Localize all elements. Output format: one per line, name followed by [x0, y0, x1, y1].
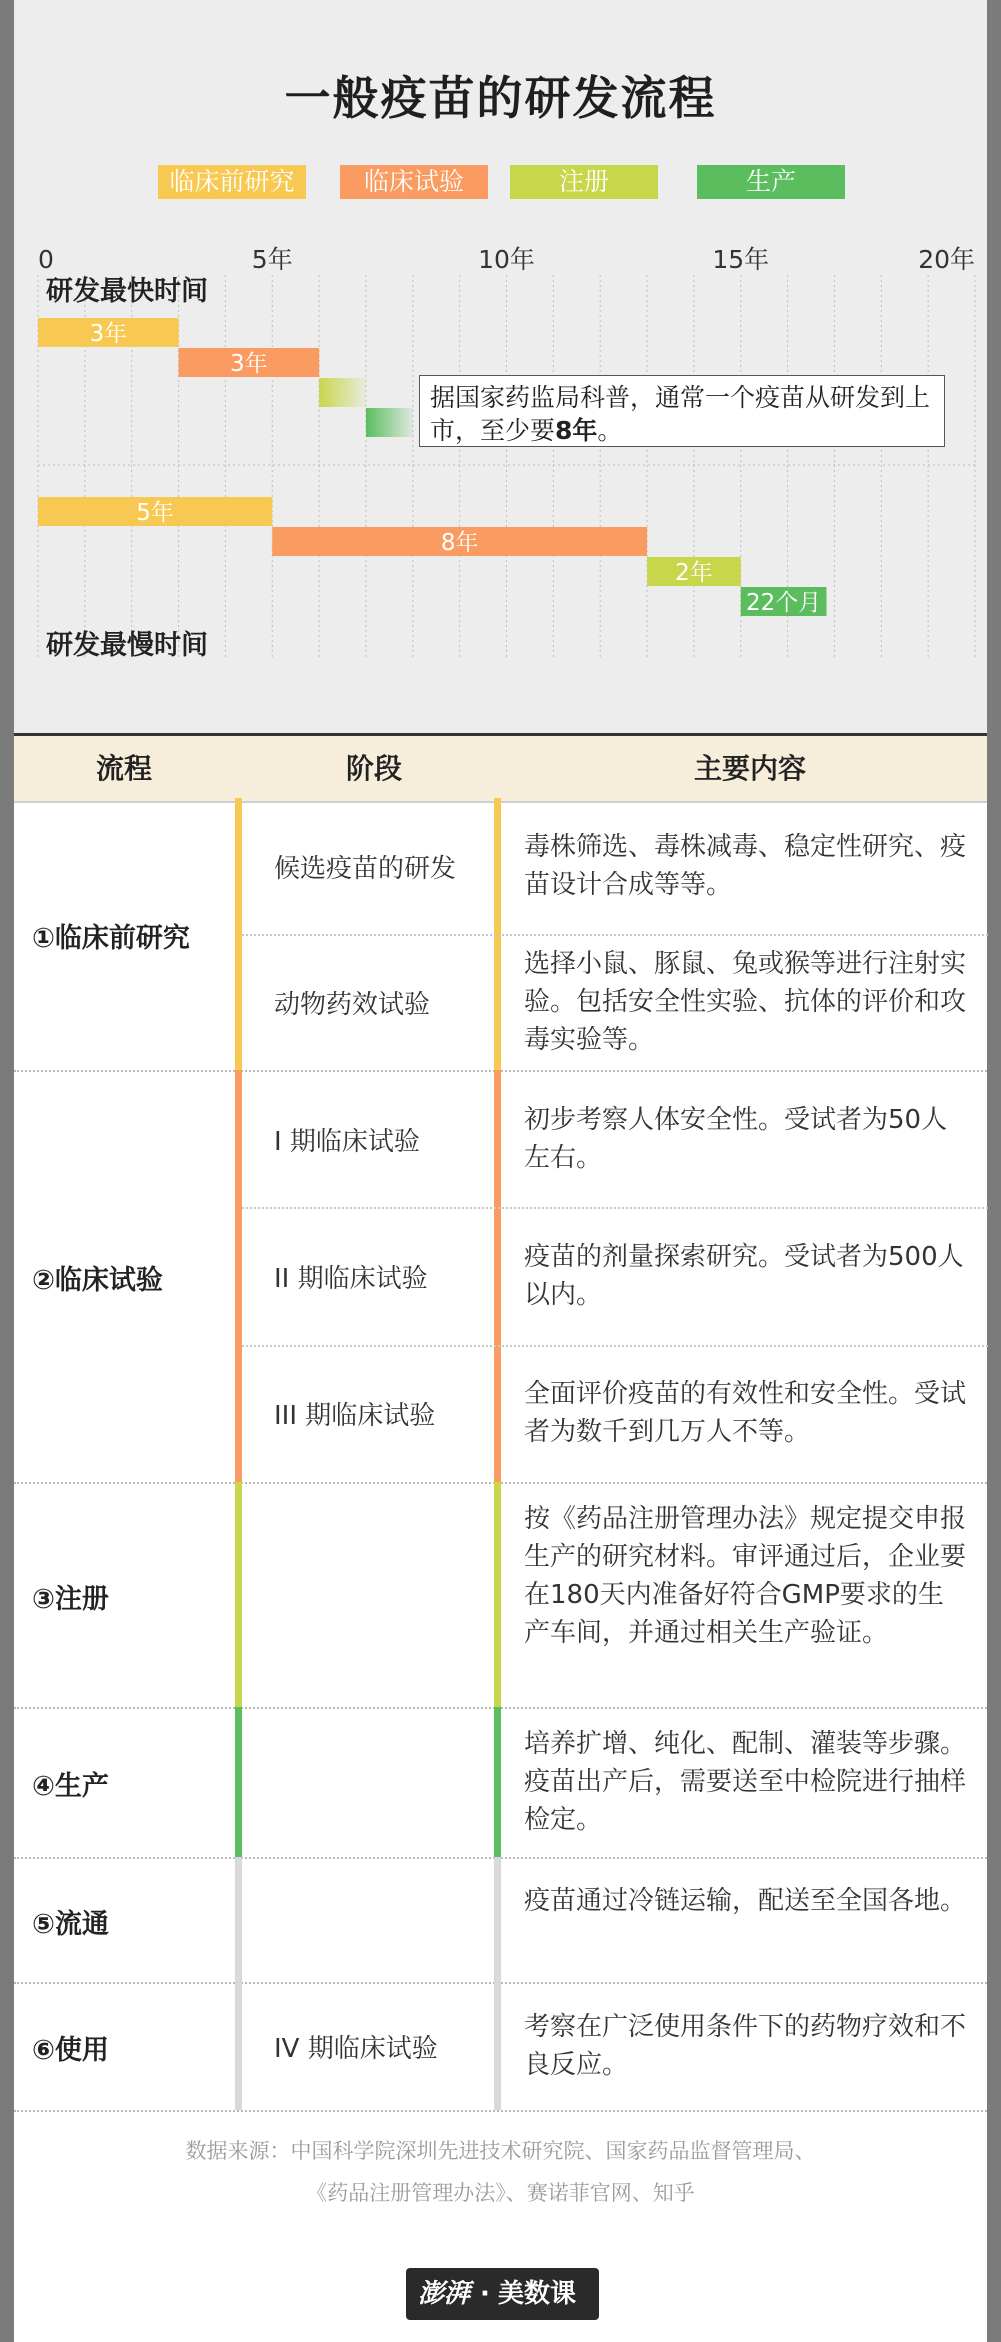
stage-color-bar — [235, 1482, 242, 1707]
process-name: ④生产 — [32, 1771, 109, 1802]
gantt-chart — [0, 0, 1001, 733]
content-text: 按《药品注册管理办法》规定提交申报生产的研究材料。审评通过后，企业要在180天内准备好符合GMP要求的生产车间，并通过相关生产验证。 — [524, 1503, 967, 1648]
source-note — [0, 2130, 1001, 2214]
page-title: 一般疫苗的研发流程 — [284, 71, 717, 125]
legend-item-clinical: 临床试验 — [340, 165, 488, 199]
bar-label: 5年 — [136, 500, 174, 526]
x-tick-label: 5年 — [251, 245, 293, 274]
content-color-bar — [494, 1070, 501, 1482]
bar-label: 22个月 — [745, 590, 822, 616]
stage-color-bar — [235, 1070, 242, 1482]
stage-color-bar — [235, 1857, 242, 1982]
x-tick-label: 15年 — [712, 245, 770, 274]
bar — [366, 408, 413, 437]
process-name: ⑥使用 — [32, 2035, 109, 2066]
bar-label: 3年 — [89, 321, 128, 347]
stage-name: III 期临床试验 — [274, 1401, 436, 1432]
header-stage: 阶段 — [345, 752, 402, 785]
bar — [319, 378, 366, 407]
content-color-bar — [494, 1982, 501, 2110]
stage-name: IV 期临床试验 — [274, 2034, 438, 2064]
bar-label: 3年 — [230, 351, 268, 377]
content-text: 疫苗通过冷链运输，配送至全国各地。 — [524, 1885, 967, 1916]
source-line-1: 数据来源：中国科学院深圳先进技术研究院、国家药品监督管理局、 — [185, 2139, 816, 2163]
legend-item-production: 生产 — [697, 165, 845, 199]
legend-item-registration: 注册 — [510, 165, 658, 199]
content-color-bar — [494, 1857, 501, 1982]
annotation-end: 。 — [597, 416, 623, 445]
legend-item-preclinical: 临床前研究 — [158, 165, 306, 199]
content-text: 选择小鼠、豚鼠、兔或猴等进行注射实验。包括安全性实验、抗体的评价和攻毒实验等。 — [524, 949, 967, 1055]
header-process: 流程 — [95, 752, 152, 785]
row-divider — [242, 1207, 988, 1209]
row-title: 研发最慢时间 — [46, 630, 208, 661]
content-text: 考察在广泛使用条件下的药物疗效和不良反应。 — [524, 2012, 967, 2080]
content-color-bar — [494, 1482, 501, 1707]
stage-color-bar — [235, 1982, 242, 2110]
stage-name: 候选疫苗的研发 — [274, 854, 457, 884]
annotation-bold: 8年 — [555, 416, 598, 445]
row-divider — [242, 934, 988, 936]
row-divider — [242, 1345, 988, 1347]
annotation-text: 据国家药监局科普，通常一个疫苗从研发到上市，至少要 — [430, 383, 931, 445]
source-line-2: 《药品注册管理办法》、赛诺菲官网、知乎 — [306, 2181, 695, 2205]
process-name: ⑤流通 — [32, 1908, 109, 1940]
x-tick-label: 20年 — [918, 245, 975, 274]
table-header — [14, 733, 987, 803]
process-name: ③注册 — [32, 1583, 109, 1615]
x-tick-label: 0 — [38, 245, 54, 274]
row-title: 研发最快时间 — [46, 276, 208, 307]
process-name: ①临床前研究 — [32, 923, 190, 954]
bar-label: 2年 — [675, 560, 713, 586]
bar-label: 8年 — [440, 530, 479, 556]
content-text: 疫苗的剂量探索研究。受试者为500人以内。 — [524, 1242, 964, 1310]
stage-name: II 期临床试验 — [274, 1264, 428, 1294]
annotation-box — [419, 375, 945, 447]
stage-name: 动物药效试验 — [274, 990, 431, 1020]
brand-logo — [406, 2268, 599, 2320]
group-divider — [14, 2110, 987, 2112]
content-color-bar — [494, 1707, 501, 1857]
header-content: 主要内容 — [693, 752, 806, 785]
stage-color-bar — [235, 798, 242, 1070]
x-tick-label: 10年 — [478, 245, 535, 274]
brand-logo-mark: 澎湃 — [418, 2279, 471, 2309]
content-text: 毒株筛选、毒株减毒、稳定性研究、疫苗设计合成等等。 — [524, 832, 967, 900]
content-text: 初步考察人体安全性。受试者为50人左右。 — [524, 1104, 948, 1173]
content-text: 培养扩增、纯化、配制、灌装等步骤。疫苗出产后，需要送至中检院进行抽样检定。 — [524, 1729, 967, 1835]
content-text: 全面评价疫苗的有效性和安全性。受试者为数千到几万人不等。 — [524, 1379, 967, 1448]
stage-color-bar — [235, 1707, 242, 1857]
brand-name: 美数课 — [498, 2279, 577, 2309]
brand-separator: · — [480, 2279, 490, 2309]
process-name: ②临床试验 — [32, 1265, 163, 1296]
stage-name: I 期临床试验 — [274, 1126, 420, 1157]
